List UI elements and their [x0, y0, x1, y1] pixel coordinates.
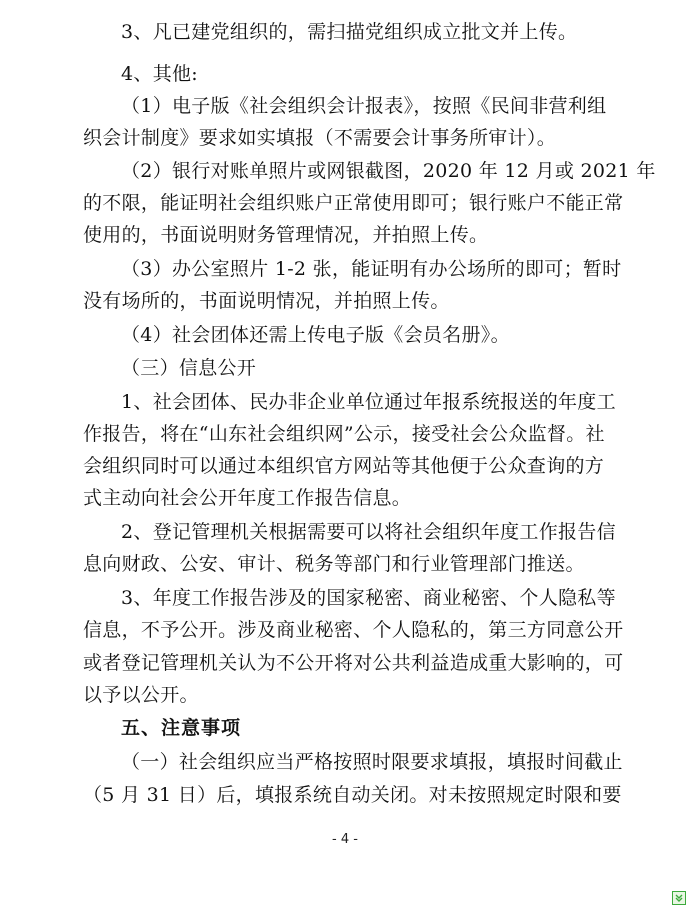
double-chevron-down-icon-glyph	[674, 893, 684, 903]
text-line-24: （5 月 31 日）后，填报系统自动关闭。对未按照规定时限和要	[83, 784, 622, 806]
text-line-14: 会组织同时可以通过本组织官方网站等其他便于公众查询的方	[83, 455, 605, 477]
section-heading-notes: 五、注意事项	[121, 717, 242, 739]
text-line-15: 式主动向社会公开年度工作报告信息。	[83, 487, 412, 509]
text-line-19: 信息，不予公开。涉及商业秘密、个人隐私的，第三方同意公开	[83, 619, 624, 641]
text-line-23: （一）社会组织应当严格按照时限要求填报，填报时间截止	[121, 751, 623, 773]
text-line-10: （4）社会团体还需上传电子版《会员名册》。	[121, 324, 510, 346]
text-line-9: 没有场所的，书面说明情况，并拍照上传。	[83, 290, 450, 312]
text-line-1: 3、凡已建党组织的，需扫描党组织成立批文并上传。	[121, 21, 578, 43]
text-line-5: （2）银行对账单照片或网银截图，2020 年 12 月或 2021 年	[121, 160, 656, 182]
text-line-8: （3）办公室照片 1-2 张，能证明有办公场所的即可；暂时	[121, 258, 622, 280]
text-line-12: 1、社会团体、民办非企业单位通过年报系统报送的年度工	[121, 391, 616, 413]
text-line-17: 息向财政、公安、审计、税务等部门和行业管理部门推送。	[83, 553, 585, 575]
section-heading-info-disclosure: （三）信息公开	[121, 357, 257, 379]
text-line-3: （1）电子版《社会组织会计报表》，按照《民间非营利组	[121, 95, 607, 117]
text-line-13: 作报告，将在“山东社会组织网”公示，接受社会公众监督。社	[83, 423, 605, 445]
text-line-20: 或者登记管理机关认为不公开将对公共利益造成重大影响的，可	[83, 652, 624, 674]
text-line-2: 4、其他:	[121, 63, 198, 85]
text-line-6: 的不限，能证明社会组织账户正常使用即可；银行账户不能正常	[83, 192, 624, 214]
text-line-4: 织会计制度》要求如实填报（不需要会计事务所审计）。	[83, 127, 557, 149]
text-line-16: 2、登记管理机关根据需要可以将社会组织年度工作报告信	[121, 521, 616, 543]
text-line-21: 以予以公开。	[83, 684, 199, 706]
page-number: - 4 -	[332, 832, 358, 847]
text-line-18: 3、年度工作报告涉及的国家秘密、商业秘密、个人隐私等	[121, 587, 616, 609]
double-chevron-down-icon[interactable]	[672, 891, 686, 905]
text-line-7: 使用的，书面说明财务管理情况，并拍照上传。	[83, 224, 489, 246]
